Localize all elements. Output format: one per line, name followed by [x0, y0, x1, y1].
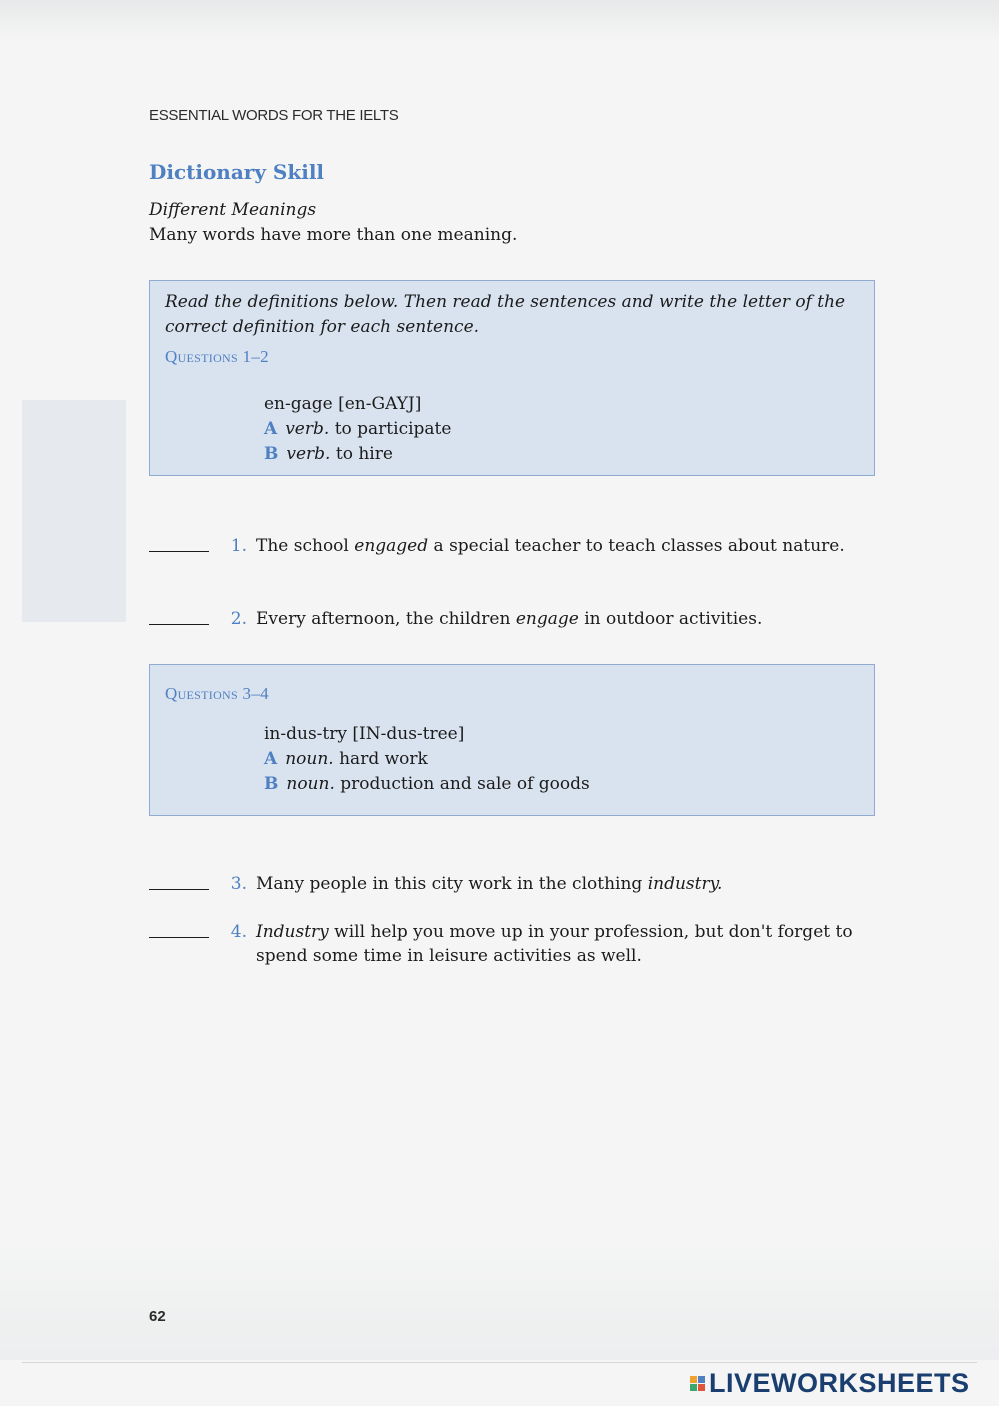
- definition-a: [264, 747, 590, 772]
- headword: in-dus-try [IN-dus-tree]: [264, 724, 465, 744]
- definition-b: [264, 442, 451, 467]
- answer-blank-2[interactable]: [149, 624, 209, 625]
- question-number: 2.: [230, 609, 247, 629]
- definition-letter: A: [264, 749, 278, 769]
- part-of-speech: noun.: [286, 774, 335, 794]
- questions-label-3-4: Questions 3–4: [165, 684, 269, 703]
- liveworksheets-logo-icon: [690, 1376, 705, 1391]
- definitions-box-industry: [149, 664, 875, 816]
- definition-text: to participate: [334, 419, 452, 439]
- part-of-speech: verb.: [285, 419, 330, 439]
- question-text: Many people in this city work in the clothing industry.: [256, 874, 723, 894]
- section-title: Dictionary Skill: [149, 160, 325, 184]
- definitions-box-engage: [149, 280, 875, 476]
- running-head: ESSENTIAL WORDS FOR THE IELTS: [149, 107, 399, 124]
- page-bottom-shadow: [0, 1240, 999, 1360]
- answer-blank-3[interactable]: [149, 889, 209, 890]
- definition-text: to hire: [335, 444, 393, 464]
- bleed-through-shadow: [22, 400, 126, 622]
- definition-a: [264, 417, 451, 442]
- dictionary-entry-engage: [264, 392, 451, 467]
- part-of-speech: noun.: [285, 749, 334, 769]
- definition-text: production and sale of goods: [340, 774, 590, 794]
- question-text: The school engaged a special teacher to teach classes about nature.: [256, 536, 845, 556]
- page-number: 62: [149, 1308, 166, 1325]
- definition-b: [264, 772, 590, 797]
- part-of-speech: verb.: [286, 444, 331, 464]
- question-text: Every afternoon, the children engage in outdoor activities.: [256, 609, 763, 629]
- headword: en-gage [en-GAYJ]: [264, 394, 422, 414]
- footer-divider: [22, 1362, 977, 1363]
- question-text: Industry will help you move up in your profession, but don't forget to spend some time in leisure activities as well.: [256, 922, 853, 966]
- questions-label-1-2: Questions 1–2: [165, 347, 269, 366]
- watermark-text: LIVEWORKSHEETS: [709, 1368, 970, 1398]
- section-subtitle: Different Meanings: [149, 200, 317, 220]
- question-number: 4.: [230, 922, 247, 942]
- liveworksheets-watermark: [690, 1368, 970, 1399]
- page-edge-shadow: [0, 0, 999, 40]
- question-number: 1.: [230, 536, 247, 556]
- definition-letter: B: [264, 774, 279, 794]
- definition-letter: B: [264, 444, 279, 464]
- answer-blank-1[interactable]: [149, 551, 209, 552]
- question-number: 3.: [230, 874, 247, 894]
- definition-letter: A: [264, 419, 278, 439]
- answer-blank-4[interactable]: [149, 937, 209, 938]
- definition-text: hard work: [339, 749, 428, 769]
- dictionary-entry-industry: [264, 722, 590, 797]
- instructions: Read the definitions below. Then read the sentences and write the letter of the correct definition for each sentence.: [165, 292, 846, 337]
- section-intro: Many words have more than one meaning.: [149, 225, 518, 245]
